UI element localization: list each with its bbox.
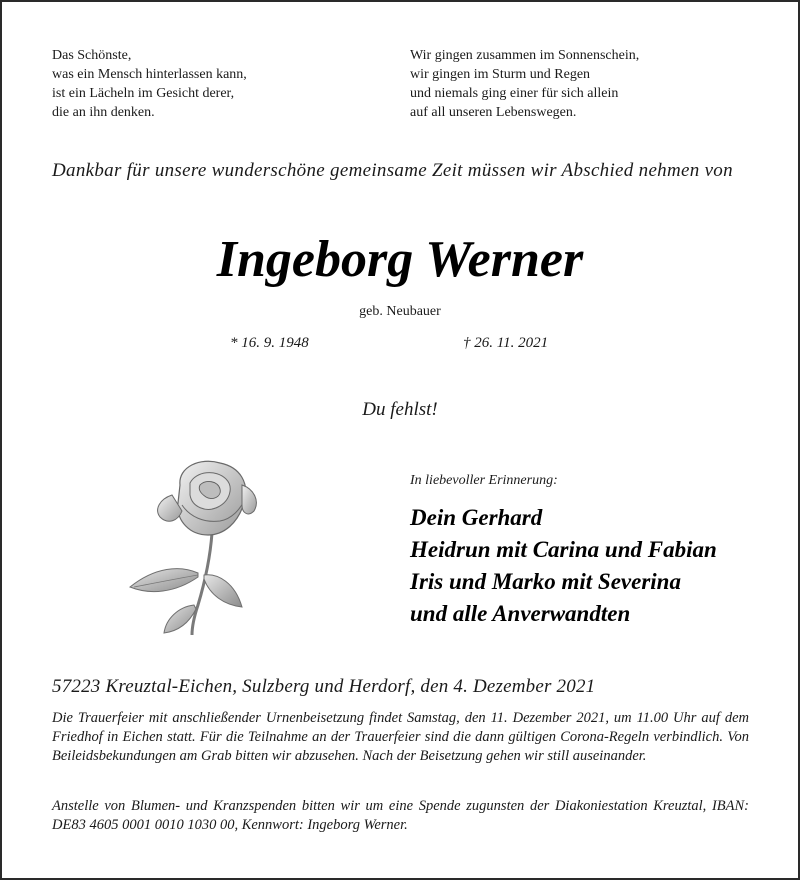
rose-image — [120, 455, 280, 640]
deceased-name: Ingeborg Werner — [216, 231, 584, 288]
closing-phrase: Du fehlst! — [362, 399, 438, 420]
maiden-name: geb. Neubauer — [359, 304, 441, 319]
mourner-name: und alle Anverwandten — [410, 601, 631, 626]
poem-left: Das Schönste, was ein Mensch hinterlassen kann, ist ein Lächeln im Gesicht derer, die an ihn denken. — [52, 48, 247, 120]
funeral-info-paragraph: Die Trauerfeier mit anschließender Urnenbeisetzung findet Samstag, den 11. Dezember 2021, um 11.00 Uhr auf dem Friedhof in Eichen statt. Für die Teilnahme an der Trauerfeier sind die dann gültigen Corona-Regeln verbindlich. Von Beileidsbekundungen am Grab bitten wir abzusehen. Nach der Beisetzung gehen wir still auseinander. — [52, 710, 749, 764]
mourner-name: Iris und Marko mit Severina — [410, 569, 681, 594]
poem-right: Wir gingen zusammen im Sonnenschein, wir gingen im Sturm und Regen und niemals ging einer für sich allein auf all unseren Lebenswegen. — [410, 48, 640, 120]
donation-paragraph: Anstelle von Blumen- und Kranzspenden bitten wir um eine Spende zugunsten der Diakoniestation Kreuztal, IBAN: DE83 4605 0001 0010 1030 00, Kennwort: Ingeborg Werner. — [52, 798, 749, 833]
memory-label: In liebevoller Erinnerung: — [410, 473, 558, 488]
death-date: † 26. 11. 2021 — [463, 335, 549, 351]
intro-text: Dankbar für unsere wunderschöne gemeinsame Zeit müssen wir Abschied nehmen von — [52, 160, 733, 181]
mourners-list — [410, 502, 717, 630]
birth-date: * 16. 9. 1948 — [230, 335, 309, 351]
place-date: 57223 Kreuztal-Eichen, Sulzberg und Herdorf, den 4. Dezember 2021 — [52, 676, 596, 697]
mourner-name: Heidrun mit Carina und Fabian — [410, 537, 717, 562]
mourner-name: Dein Gerhard — [410, 505, 543, 530]
